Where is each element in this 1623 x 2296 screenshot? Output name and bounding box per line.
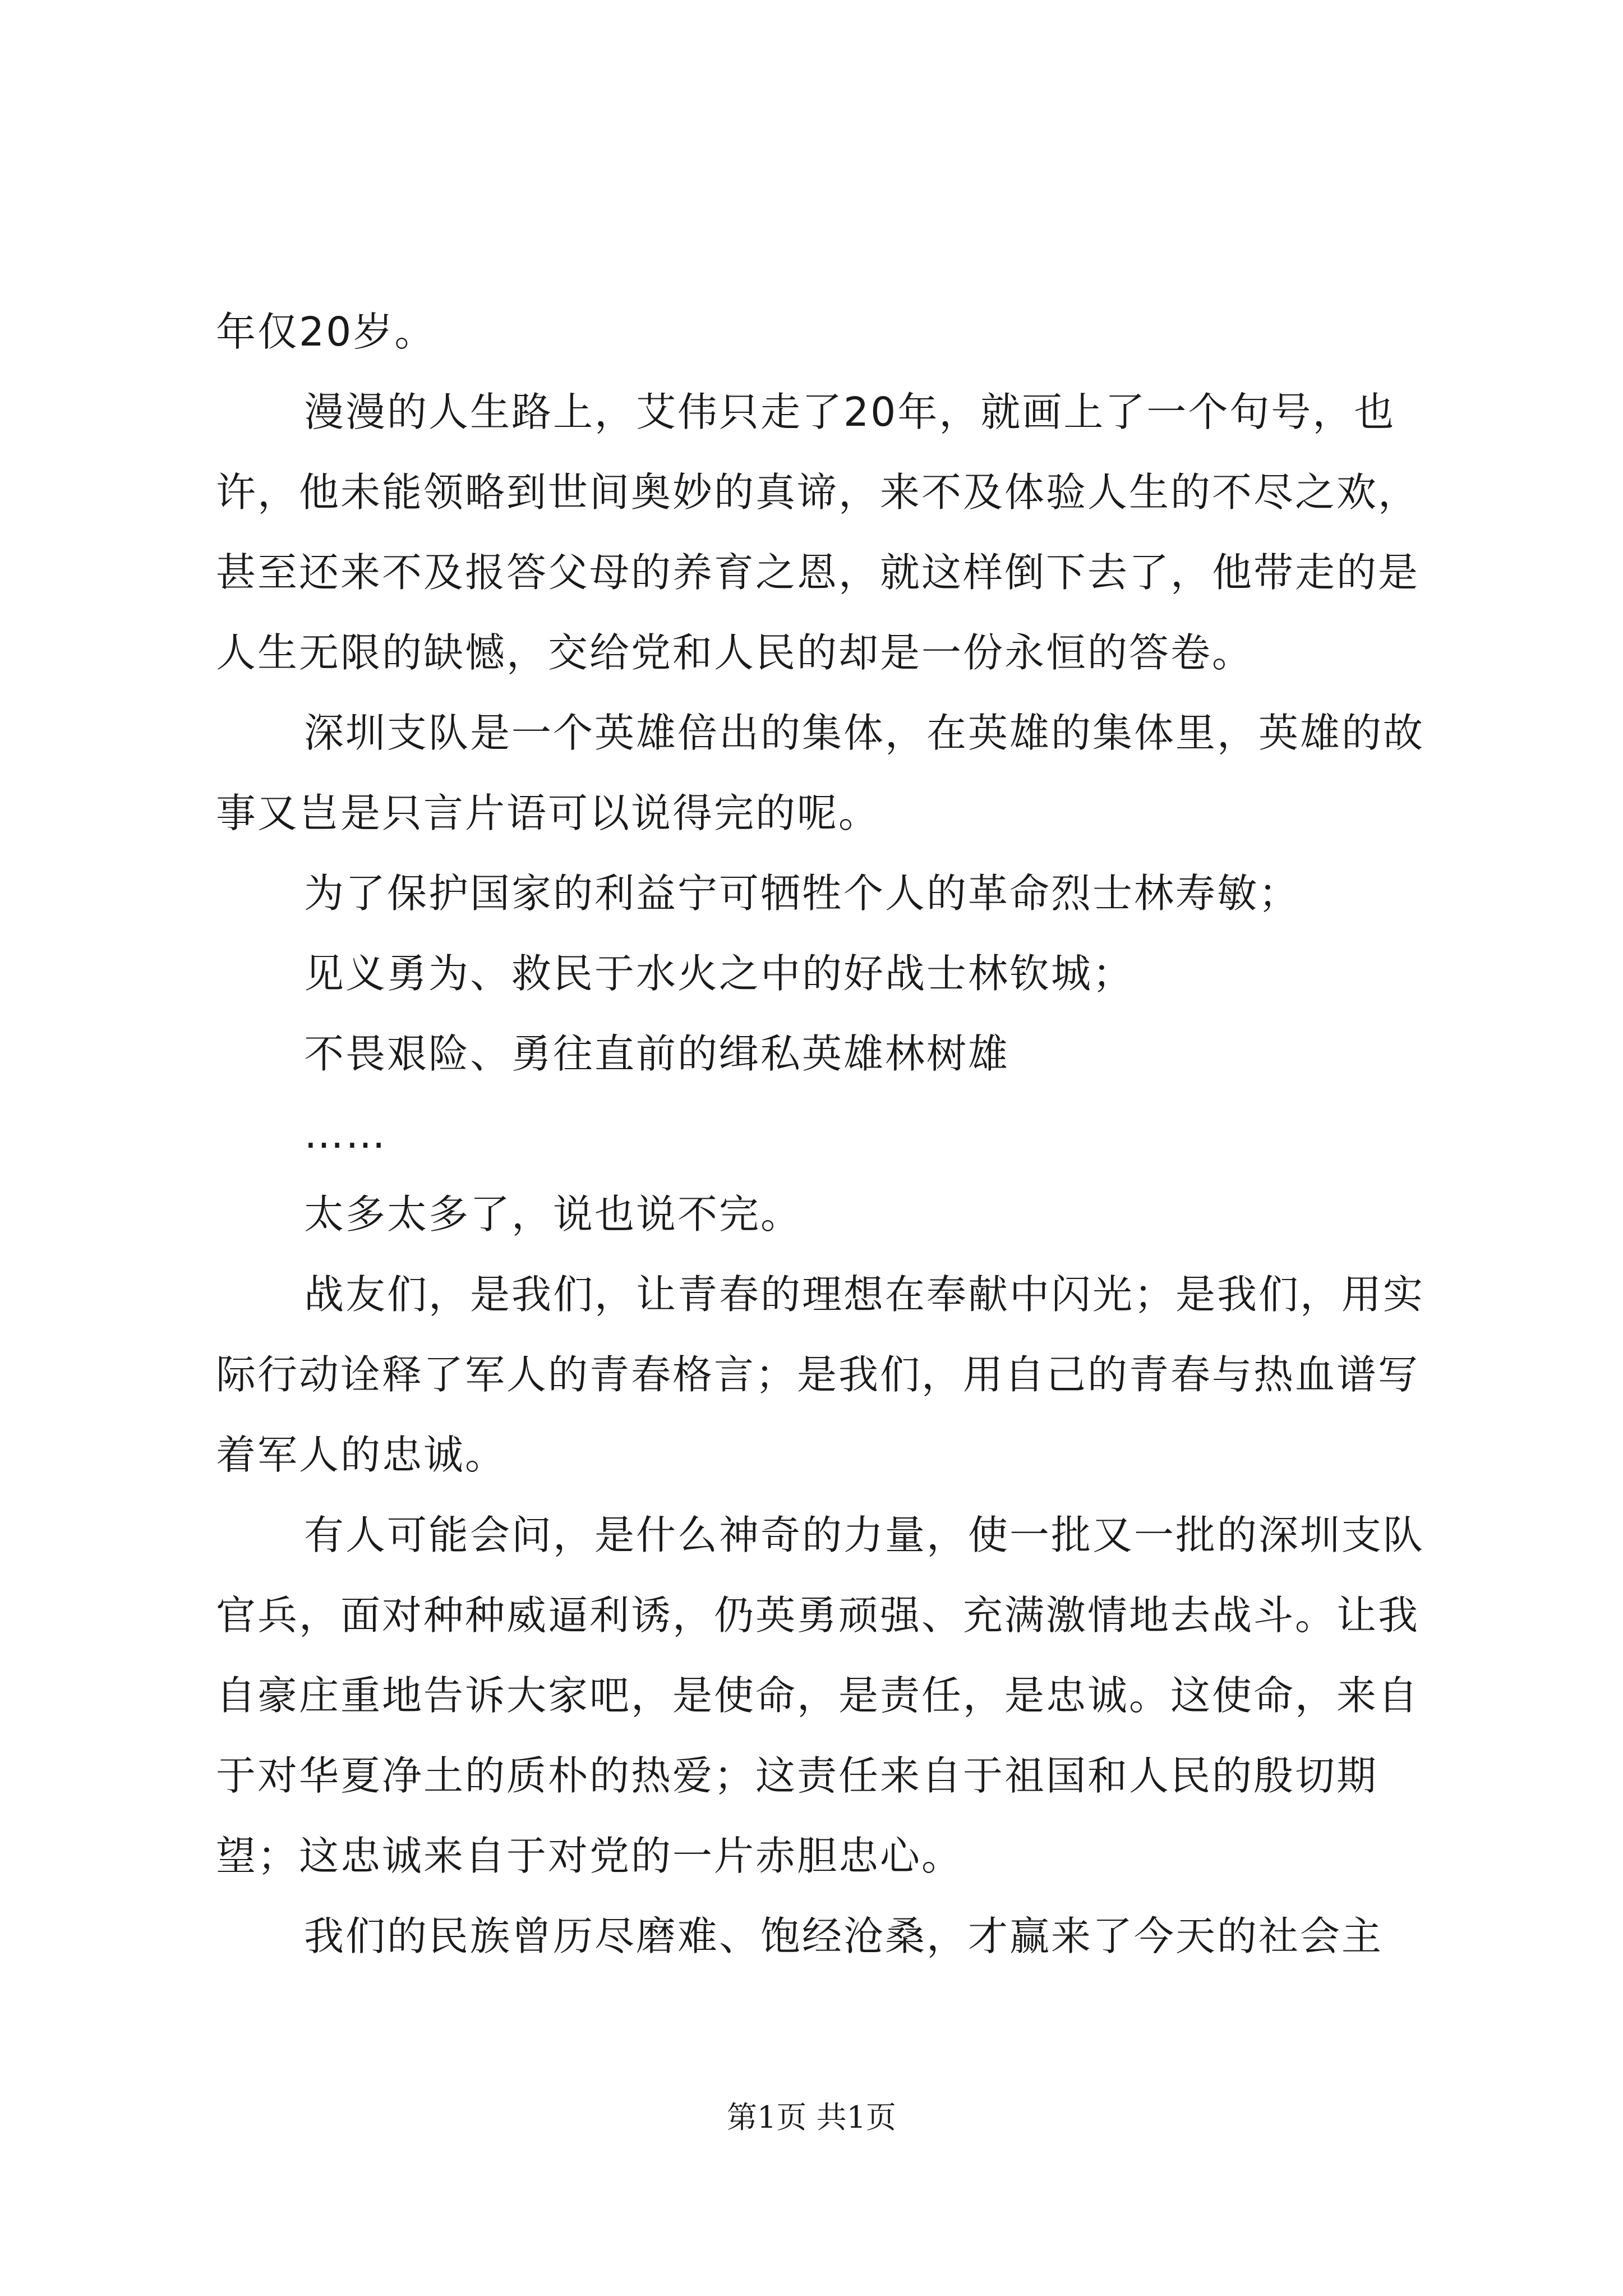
paragraph: ……	[304, 1111, 387, 1157]
paragraph: 我们的民族曾历尽磨难、饱经沧桑，才赢来了今天的社会主	[304, 1913, 1384, 1959]
paragraph: 深圳支队是一个英雄倍出的集体，在英雄的集体里，英雄的故事又岂是只言片语可以说得完的呢。	[216, 710, 1425, 836]
page-number-label: 第1页 共1页	[727, 2100, 896, 2135]
paragraph: 漫漫的人生路上，艾伟只走了20年，就画上了一个句号，也许，他未能领略到世间奥妙的真谛，来不及体验人生的不尽之欢，甚至还来不及报答父母的养育之恩，就这样倒下去了，他带走的是人生无限的缺憾，交给党和人民的却是一份永恒的答卷。	[216, 389, 1420, 676]
paragraph: 为了保护国家的利益宁可牺牲个人的革命烈士林寿敏；	[304, 870, 1301, 917]
paragraph: 战友们，是我们，让青春的理想在奉献中闪光；是我们，用实际行动诠释了军人的青春格言；是我们，用自己的青春与热血谱写着军人的忠诚。	[216, 1271, 1425, 1478]
paragraph: 不畏艰险、勇往直前的缉私英雄林树雄	[304, 1030, 1010, 1077]
page-footer	[0, 2098, 1623, 2137]
paragraph: 年仅20岁。	[216, 309, 436, 355]
paragraph: 太多太多了，说也说不完。	[304, 1191, 803, 1237]
paragraph: 有人可能会问，是什么神奇的力量，使一批又一批的深圳支队官兵，面对种种威逼利诱，仍英勇顽强、充满激情地去战斗。让我自豪庄重地告诉大家吧，是使命，是责任，是忠诚。这使命，来自于对华夏净土的质朴的热爱；这责任来自于祖国和人民的殷切期望；这忠诚来自于对党的一片赤胆忠心。	[216, 1512, 1425, 1879]
document-body	[216, 292, 1427, 1976]
paragraph: 见义勇为、救民于水火之中的好战士林钦城；	[304, 950, 1135, 997]
